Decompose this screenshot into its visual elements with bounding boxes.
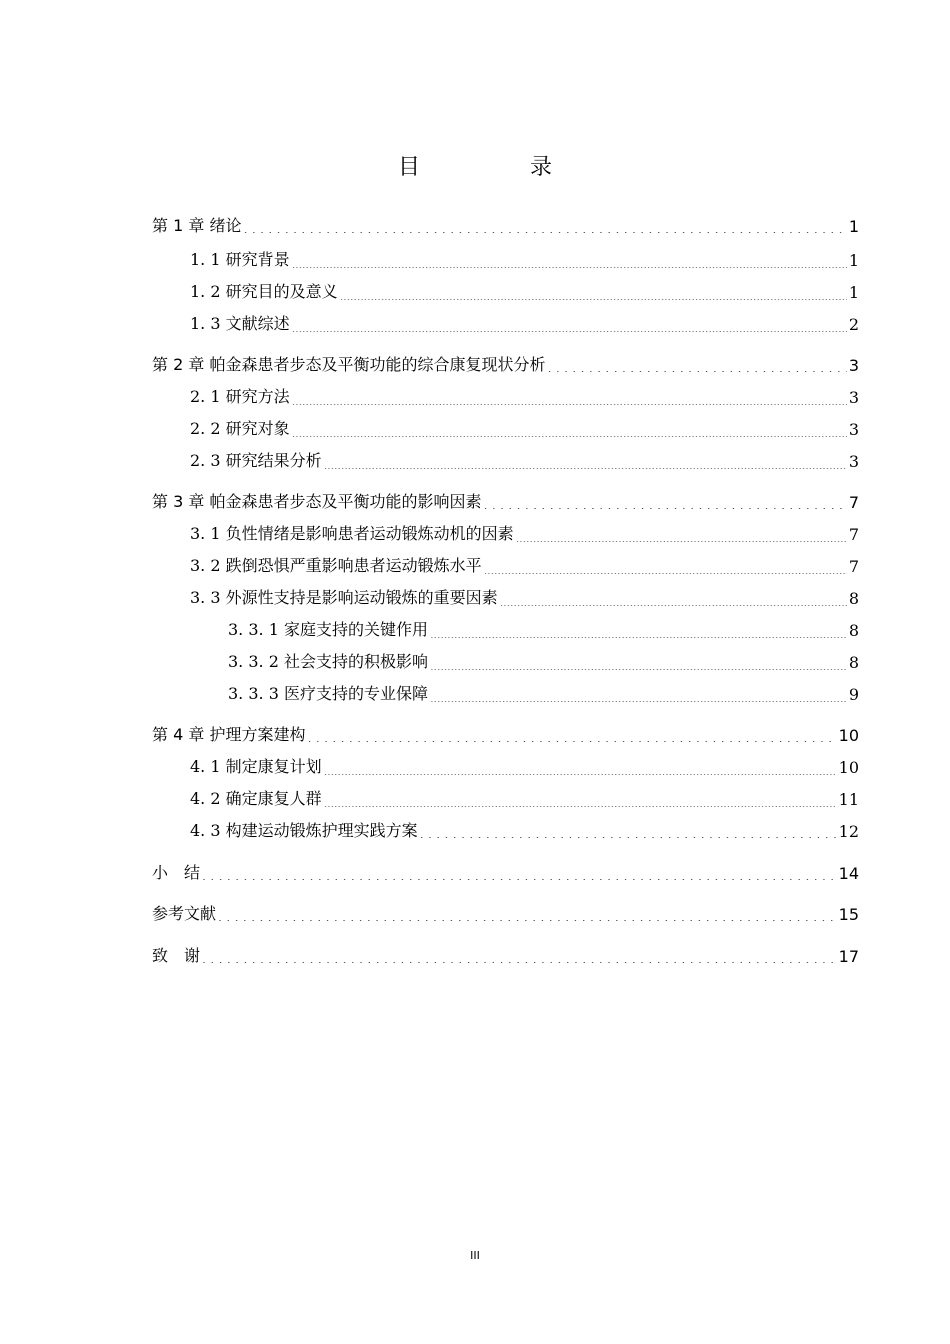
toc-entry-label: 小 结 <box>152 863 201 882</box>
toc-entry-page: 3 <box>848 388 859 407</box>
toc-entry-label: 3. 3. 1 家庭支持的关键作用 <box>228 620 428 639</box>
toc-entry-label: 2. 2 研究对象 <box>190 419 290 438</box>
toc-entry[interactable] <box>0 310 950 334</box>
toc-entry[interactable] <box>0 648 950 672</box>
toc-entry[interactable] <box>0 447 950 471</box>
toc-entry-page: 15 <box>838 905 859 924</box>
toc-entry[interactable] <box>0 680 950 704</box>
toc-entry-page: 10 <box>838 758 859 777</box>
toc-entry-label: 第 1 章 绪论 <box>152 216 242 235</box>
toc-entry-label: 1. 3 文献综述 <box>190 314 290 333</box>
toc-entry-label: 2. 3 研究结果分析 <box>190 451 322 470</box>
toc-entry-label: 参考文献 <box>152 904 217 923</box>
toc-entry-page: 7 <box>848 493 859 512</box>
toc-entry-page: 7 <box>848 525 859 544</box>
toc-entry-label: 3. 1 负性情绪是影响患者运动锻炼动机的因素 <box>190 524 514 543</box>
toc-entry[interactable] <box>0 721 950 745</box>
page-number-footer: III <box>470 1249 480 1262</box>
toc-entry[interactable] <box>0 584 950 608</box>
toc-entry-label: 第 3 章 帕金森患者步态及平衡功能的影响因素 <box>152 492 482 511</box>
toc-entry-page: 14 <box>838 864 859 883</box>
toc-entry[interactable] <box>0 900 950 924</box>
toc-entry[interactable] <box>0 859 950 883</box>
toc-entry-label: 3. 3. 3 医疗支持的专业保障 <box>228 684 428 703</box>
toc-entry-page: 3 <box>848 452 859 471</box>
toc-entry[interactable] <box>0 383 950 407</box>
toc-entry-label: 第 4 章 护理方案建构 <box>152 725 306 744</box>
toc-entry-page: 8 <box>848 589 859 608</box>
toc-entry-label: 致 谢 <box>152 946 201 965</box>
toc-entry-page: 9 <box>848 685 859 704</box>
toc-entry-page: 8 <box>848 621 859 640</box>
toc-entry-page: 11 <box>838 790 859 809</box>
toc-entry[interactable] <box>0 415 950 439</box>
toc-entry[interactable] <box>0 785 950 809</box>
toc-entry-label: 4. 3 构建运动锻炼护理实践方案 <box>190 821 418 840</box>
toc-entry-page: 2 <box>848 315 859 334</box>
toc-entry[interactable] <box>0 212 950 236</box>
toc-entry-page: 7 <box>848 557 859 576</box>
toc-entry-page: 1 <box>848 283 859 302</box>
toc-entry[interactable] <box>0 552 950 576</box>
toc-entry[interactable] <box>0 616 950 640</box>
toc-entry-label: 3. 2 跌倒恐惧严重影响患者运动锻炼水平 <box>190 556 482 575</box>
toc-entry[interactable] <box>0 817 950 841</box>
toc-entry-page: 12 <box>838 822 859 841</box>
toc-entry-page: 3 <box>848 356 859 375</box>
toc-entry-label: 4. 1 制定康复计划 <box>190 757 322 776</box>
toc-entry[interactable] <box>0 351 950 375</box>
toc-entry-page: 17 <box>838 947 859 966</box>
toc-entry-label: 第 2 章 帕金森患者步态及平衡功能的综合康复现状分析 <box>152 355 546 374</box>
toc-entry[interactable] <box>0 520 950 544</box>
toc-entry[interactable] <box>0 278 950 302</box>
toc-entry-page: 8 <box>848 653 859 672</box>
page-title: 目 录 <box>397 155 596 180</box>
toc-entry-page: 1 <box>848 217 859 236</box>
toc-entry[interactable] <box>0 488 950 512</box>
toc-entry-page: 10 <box>838 726 859 745</box>
toc-entry[interactable] <box>0 246 950 270</box>
toc-entry[interactable] <box>0 753 950 777</box>
toc-entry-page: 1 <box>848 251 859 270</box>
toc-entry-label: 1. 2 研究目的及意义 <box>190 282 338 301</box>
toc-entry-label: 2. 1 研究方法 <box>190 387 290 406</box>
toc-entry-label: 3. 3. 2 社会支持的积极影响 <box>228 652 428 671</box>
toc-entry-label: 3. 3 外源性支持是影响运动锻炼的重要因素 <box>190 588 498 607</box>
toc-entry[interactable] <box>0 942 950 966</box>
toc-entry-label: 4. 2 确定康复人群 <box>190 789 322 808</box>
toc-entry-label: 1. 1 研究背景 <box>190 250 290 269</box>
toc-entry-page: 3 <box>848 420 859 439</box>
